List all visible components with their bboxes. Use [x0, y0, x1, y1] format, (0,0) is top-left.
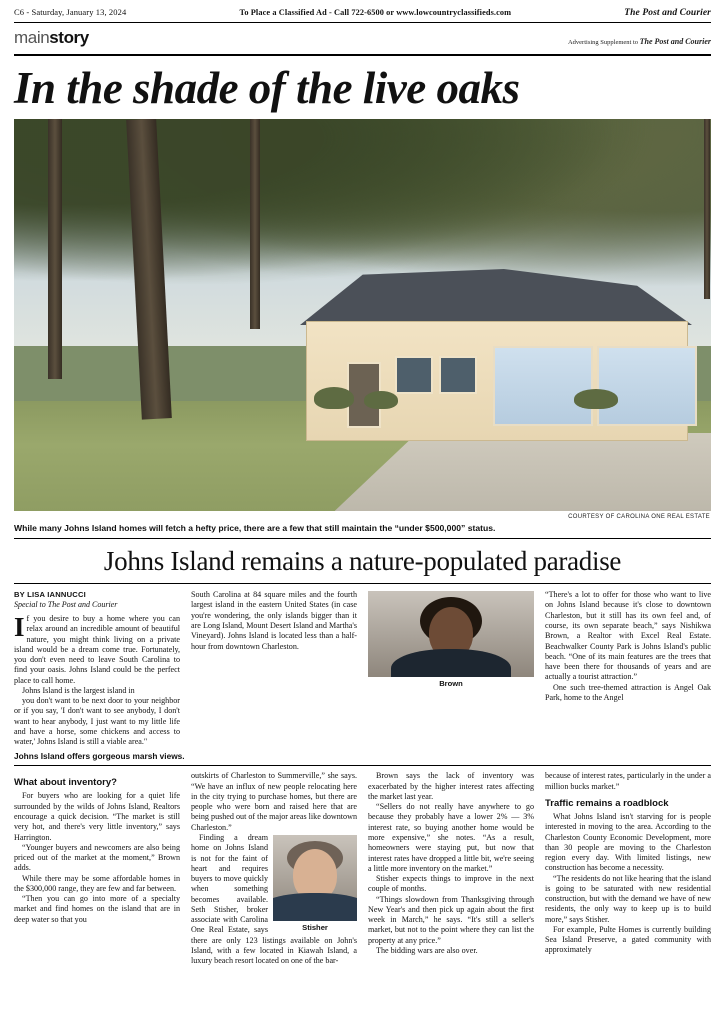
paragraph: “Then you can go into more of a specialty market and find homes on the island that are in deep water so that you	[14, 894, 180, 924]
paragraph: What Johns Island isn't starving for is people interested in moving to the area. According to the Charleston County Economic Development, more than 30 people are moving to the Charleston region every day. With limited listings, new construction has become a necessity.	[545, 812, 711, 873]
paragraph: “Things slowdown from Thanksgiving through New Year's and then pick up again about the first week in March,” he says. “It's still a seller's market, but not to the point where they can list the property at any price.”	[368, 894, 534, 945]
photo-house-window-2	[439, 356, 477, 394]
paragraph: “The residents do not like hearing that the island is going to be saturated with new residential construction, but with the demand we have of new residents, the only way to keep up is to build more,” says Stisher.	[545, 873, 711, 924]
photo-garage-door-2	[597, 346, 697, 426]
marsh-photo-caption: Johns Island offers gorgeous marsh views.	[14, 751, 185, 762]
paragraph: you don't want to be next door to your neighbor or if you say, 'I don't want to see anybody, I don't want to hear anybody, I just want to my little life and have a horse, some chickens and access to water,' Johns Island is still a viable area."	[14, 696, 180, 747]
photo-shrub-3	[574, 389, 618, 409]
top-rail	[0, 0, 725, 21]
column-5	[14, 771, 180, 966]
paragraph: Johns Island is the largest island in	[22, 685, 135, 695]
paragraph: outskirts of Charleston to Summerville,” she says. “We have an influx of new people relocating here in the city trying to purchase homes, but there are people who were born and raised here that are being pushed out of the major areas like downtown Charleston.”	[191, 771, 357, 832]
divider-mid	[14, 765, 711, 766]
paragraph: For buyers who are looking for a quiet life surrounded by the wilds of Johns Island, Realtors encourage a quick decision. “The market is still very hot, and there's very little inventory,” says Harrington.	[14, 791, 180, 842]
photo-shrub-1	[314, 387, 354, 409]
subhead-traffic: Traffic remains a roadblock	[545, 797, 669, 809]
paragraph: While there may be some affordable homes in the $300,000 range, they are few and far between.	[14, 873, 180, 893]
section-logo	[14, 28, 89, 48]
advertising-supplement	[568, 36, 711, 48]
portrait-stisher	[273, 835, 357, 933]
photo-shrub-2	[364, 391, 398, 409]
column-6	[191, 771, 357, 966]
photo-oak-trunk-4	[704, 119, 710, 299]
article-deck: Johns Island remains a nature-populated paradise	[103, 546, 622, 577]
page-title: In the shade of the live oaks	[14, 63, 520, 113]
section-logo-story: story	[49, 28, 89, 47]
paragraph: because of interest rates, particularly in the under a million bucks market.”	[545, 771, 711, 791]
column-7	[368, 771, 534, 966]
classified-ad-line: To Place a Classified Ad - Call 722-6500 or www.lowcountryclassifieds.com	[239, 8, 512, 17]
column-3-portrait	[368, 590, 534, 747]
article-columns-upper	[0, 584, 725, 747]
paragraph: For example, Pulte Homes is currently building Sea Island Preserve, a gated community with approximately	[545, 924, 711, 955]
issue-date: C6 - Saturday, January 13, 2024	[14, 7, 127, 17]
paragraph: Finding a dream home on Johns Island is not for the faint of heart and requires buyers to move quickly when something becomes available. Seth Stisher, broker associate with Carolina One Real Estate, says there are only 123 listings available on John's Island, with a few located in Kiawah Island, a luxury beach resort located on one of the bar-	[191, 833, 357, 966]
column-8	[545, 771, 711, 966]
paragraph: South Carolina at 84 square miles and the fourth largest island in the eastern United States (in case you're wondering, the only islands bigger than it are Long Island, Mount Desert Island and Martha's Vineyard). Johns Island is located less than a half-hour from downtown Charleston.	[191, 590, 357, 651]
portrait-brown	[368, 591, 534, 689]
photo-garage-door-1	[493, 346, 593, 426]
byline-author: BY LISA IANNUCCI	[14, 590, 86, 600]
subhead-inventory: What about inventory?	[14, 777, 117, 789]
photo-oak-trunk-3	[250, 119, 260, 329]
paragraph: The bidding wars are also over.	[376, 945, 478, 955]
paragraph: “There's a lot to offer for those who want to live on Johns Island because it's close to downtown Charleston, but it still has its own feel and, of course, its own separate beach,” says Nishikwa Brown, a Realtor with Excel Real Estate. Beachwalker County Park is Johns Island's public beach. “One of its main features are the trees that have been there for thousands of years and are actually a tourist attraction.”	[545, 590, 711, 682]
paragraph: Brown says the lack of inventory was exacerbated by the higher interest rates affecting the market last year.	[368, 771, 534, 801]
lead-photo	[14, 119, 711, 511]
portrait-name: Brown	[439, 679, 463, 689]
masthead	[0, 23, 725, 52]
portrait-shoulders	[391, 649, 511, 677]
article-columns-lower	[0, 768, 725, 966]
column-2	[191, 590, 357, 747]
portrait-name: Stisher	[302, 923, 328, 933]
paragraph: “Sellers do not really have anywhere to go because they probably have a lower 2% — 3% interest rate, so buying another home would be more expensive,” she notes. “As a result, homeowners were staying put, but now that interest rates have dropped a little bit, we're seeing a little more inventory on the market.”	[368, 802, 534, 873]
advertising-supplement-label: Advertising Supplement to	[567, 39, 639, 46]
photo-credit: COURTESY OF CAROLINA ONE REAL ESTATE	[568, 514, 710, 520]
advertising-supplement-publication: The Post and Courier	[639, 37, 711, 46]
byline-affiliation: Special to The Post and Courier	[14, 599, 118, 609]
publication-name: The Post and Courier	[624, 8, 711, 18]
portrait-shoulders	[273, 893, 357, 921]
lead-photo-wrap	[14, 119, 711, 520]
portrait-image	[273, 835, 357, 921]
paragraph: One such tree-themed attraction is Angel Oak Park, home to the Angel	[545, 682, 711, 702]
photo-house-roof	[300, 269, 692, 325]
photo-house-window-1	[395, 356, 433, 394]
photo-oak-trunk-2	[48, 119, 62, 379]
column-1	[14, 590, 180, 747]
photo-caption: While many Johns Island homes will fetch a hefty price, there are a few that still maintain the “under $500,000” status.	[14, 523, 496, 533]
paragraph: Stisher expects things to improve in the next couple of months.	[368, 874, 534, 894]
column-4	[545, 590, 711, 747]
paragraph: “Younger buyers and newcomers are also being priced out of the market at the moment,” Brown adds.	[14, 842, 180, 873]
section-logo-main: main	[14, 28, 50, 47]
portrait-image	[368, 591, 534, 677]
photo-house	[300, 269, 692, 449]
paragraph: If you desire to buy a home where you can relax around an incredible amount of beautiful nature, you might think living on a private island would be a dream come true. Fortunately, you don't even need to leave South Carolina to find your oasis. Johns Island could be the perfect place to call home.	[14, 611, 180, 685]
photo-house-facade	[306, 321, 688, 441]
